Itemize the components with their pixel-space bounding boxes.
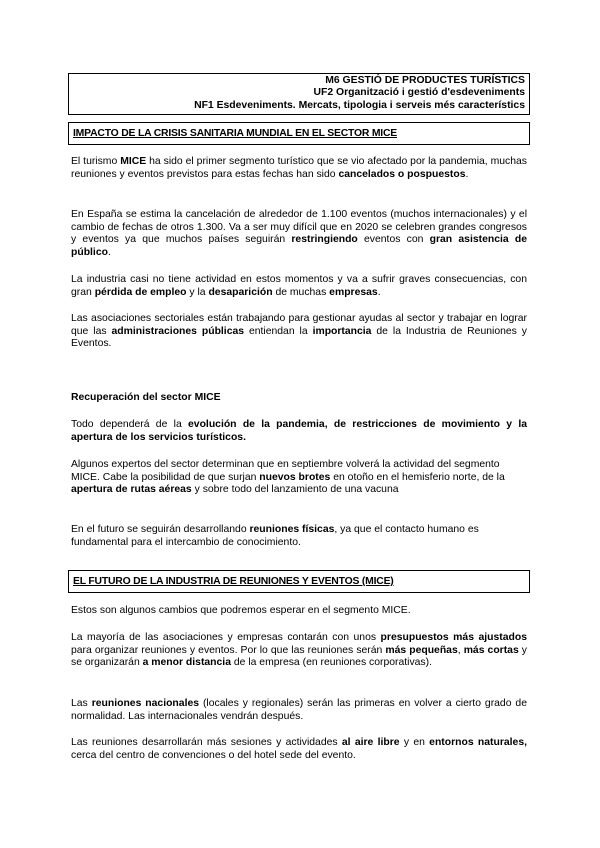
module-title: M6 GESTIÓ DE PRODUCTES TURÍSTICS xyxy=(325,75,525,86)
module-header xyxy=(68,73,530,115)
paragraph-budgets: La mayoría de las asociaciones y empresas contarán con unos presupuestos más ajustados para organizar reuniones y eventos. Por lo que las reuniones serán más pequeñas, más cortas y se organizarán a menor distancia de la empresa (en reuniones corporativas). xyxy=(71,632,527,669)
section-title-future: EL FUTURO DE LA INDUSTRIA DE REUNIONES Y EVENTOS (MICE) xyxy=(73,576,394,587)
paragraph-sector-associations: Las asociaciones sectoriales están trabajando para gestionar ayudas al sector y trabajar en lograr que las administraciones públicas entiendan la importancia de la Industria de Reuniones y Eventos. xyxy=(71,313,527,350)
unit-title: UF2 Organització i gestió d'esdeveniments xyxy=(313,87,525,98)
section-title-impact: IMPACTO DE LA CRISIS SANITARIA MUNDIAL EN EL SECTOR MICE xyxy=(73,128,398,139)
paragraph-spain-cancellations: En España se estima la cancelación de alrededor de 1.100 eventos (muchos internacionales) y el cambio de fechas de otros 1.300. Va a ser muy difícil que en 2020 se celebren grandes congresos y eventos ya que muchos países seguirán restringiendo eventos con gran asistencia de público. xyxy=(71,209,528,258)
section-heading-future xyxy=(68,570,530,593)
nucleus-title: NF1 Esdeveniments. Mercats, tipologia i serveis més característics xyxy=(194,100,525,111)
paragraph-industry-activity: La industria casi no tiene actividad en estos momentos y va a sufrir graves consecuencias, con gran pérdida de empleo y la desaparición de muchas empresas. xyxy=(71,274,527,298)
paragraph-mice-first-affected: El turismo MICE ha sido el primer segmento turístico que se vio afectado por la pandemia, muchas reuniones y eventos previstos para estas fechas han sido cancelados o pospuestos. xyxy=(71,156,528,180)
paragraph-experts-september: Algunos expertos del sector determinan que en septiembre volverá la actividad del segmento MICE. Cabe la posibilidad de que surjan nuevos brotes en otoño en el hemisferio norte, de la apertura de rutas aéreas y sobre todo del lanzamiento de una vacuna xyxy=(71,459,505,496)
paragraph-recovery-depends: Todo dependerá de la evolución de la pandemia, de restricciones de movimiento y la apertura de los servicios turísticos. xyxy=(71,419,527,443)
section-heading-impact xyxy=(68,122,530,145)
subheading-recovery: Recuperación del sector MICE xyxy=(71,392,221,403)
paragraph-expected-changes: Estos son algunos cambios que podremos esperar en el segmento MICE. xyxy=(71,605,411,616)
paragraph-physical-meetings: En el futuro se seguirán desarrollando reuniones físicas, ya que el contacto humano es fundamental para el intercambio de conocimiento. xyxy=(71,524,479,548)
paragraph-outdoor-activities: Las reuniones desarrollarán más sesiones y actividades al aire libre y en entornos naturales, cerca del centro de convenciones o del hotel sede del evento. xyxy=(71,737,527,761)
paragraph-national-meetings: Las reuniones nacionales (locales y regionales) serán las primeras en volver a cierto grado de normalidad. Las internacionales vendrán después. xyxy=(71,698,527,722)
